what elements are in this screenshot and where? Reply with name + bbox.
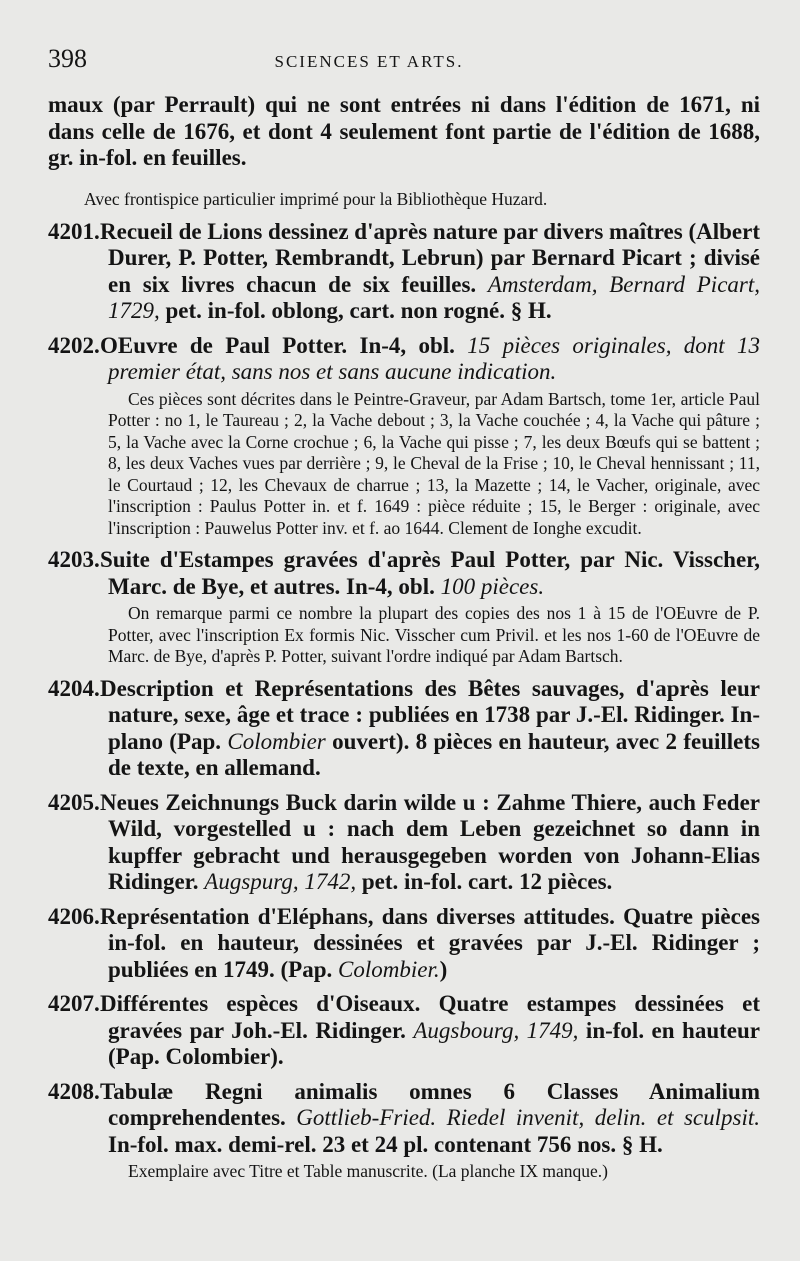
page-number: 398 (48, 44, 87, 73)
entry-title: Suite d'Estampes gravées d'après Paul Potter, par Nic. Visscher, Marc. de Bye, et autres. In-4, obl. (100, 547, 760, 599)
entry-text (48, 904, 760, 984)
entry-format: pet. in-fol. oblong, cart. non rogné. § H. (159, 298, 552, 323)
entry-note: On remarque parmi ce nombre la plupart des copies des nos 1 à 15 de l'OEuvre de P. Potter, avec l'inscription Ex formis Nic. Visscher cum Privil. et les nos 1-60 de l'OEuvre de Marc. de Bye, d'après P. Potter, suivant l'ordre indiqué par Adam Bartsch. (108, 603, 760, 666)
catalog-entry (48, 991, 760, 1071)
entry-text (48, 547, 760, 600)
entry-imprint: Gottlieb-Fried. Riedel invenit, delin. et sculpsit. (296, 1105, 761, 1130)
catalog-entry (48, 904, 760, 984)
catalog-entry (48, 333, 760, 540)
catalog-entry (48, 790, 760, 896)
running-head: SCIENCES ET ARTS. (274, 52, 464, 71)
entry-imprint: Colombier. (338, 956, 440, 982)
entry-title: Recueil de Lions dessinez d'après nature par divers maîtres (Albert Durer, P. Potter, Rembrandt, Lebrun) par Bernard Picart ; divisé en six livres chacun de six feuilles. (100, 218, 760, 297)
entry-number: 4208. (48, 1078, 100, 1104)
entry-text (48, 790, 760, 896)
entry-format: ) (439, 956, 448, 982)
entry-text (48, 991, 760, 1071)
entry-imprint: 100 pièces. (440, 573, 545, 599)
entry-note: Exemplaire avec Titre et Table manuscrite. (La planche IX manque.) (128, 1161, 609, 1181)
entry-format: pet. in-fol. cart. 12 pièces. (356, 869, 613, 894)
page-header (48, 44, 760, 92)
continued-text: maux (par Perrault) qui ne sont entrées ni dans l'édition de 1671, ni dans celle de 1676, et dont 4 seulement font partie de l'édition de 1688, gr. in-fol. en feuilles. (48, 92, 760, 170)
entry-imprint: 15 pièces originales, dont 13 premier état, sans nos et sans aucune indication. (108, 332, 761, 384)
entry-number: 4207. (48, 991, 100, 1016)
catalog-entries (48, 219, 760, 1183)
entry-text (48, 219, 760, 325)
entry-title: Représentation d'Eléphans, dans diverses attitudes. Quatre pièces in-fol. en hauteur, dessinées et gravées par J.-El. Ridinger ; publiées en 1749. (Pap. (100, 903, 760, 982)
entry-imprint: Augsbourg, 1749, (413, 1017, 579, 1043)
entry-imprint: Amsterdam, Bernard Picart, 1729, (108, 271, 760, 323)
entry-title: OEuvre de Paul Potter. In-4, obl. (100, 332, 468, 358)
entry-title: Tabulæ Regni animalis omnes 6 Classes Animalium comprehendentes. (100, 1078, 760, 1130)
entry-imprint: Augspurg, 1742, (204, 869, 357, 894)
entry-number: 4204. (48, 675, 100, 701)
entry-title: Description et Représentations des Bêtes sauvages, d'après leur nature, sexe, âge et trace : publiées en 1738 par J.-El. Ridinger. In-plano (Pap. (100, 675, 760, 754)
entry-number: 4205. (48, 789, 100, 815)
entry-imprint: Colombier (227, 728, 326, 754)
catalog-entry (48, 1079, 760, 1183)
catalog-entry (48, 676, 760, 782)
entry-text (48, 1079, 760, 1159)
entry-number: 4201. (48, 218, 100, 244)
entry-number: 4206. (48, 903, 100, 929)
entry-title: Neues Zeichnungs Buck darin wilde u : Zahme Thiere, auch Feder Wild, vorgestelled u : nach dem Leben gezeichnet so dann in kupffer gebracht und herausgegeben worden von Johann-Elias Ridinger. (100, 789, 760, 894)
entry-format: In-fol. max. demi-rel. 23 et 24 pl. contenant 756 nos. § H. (108, 1131, 663, 1157)
entry-format: ouvert). 8 pièces en hauteur, avec 2 feuillets de texte, en allemand. (108, 728, 760, 780)
entry-title: Différentes espèces d'Oiseaux. Quatre estampes dessinées et gravées par Joh.-El. Ridinger. (100, 991, 760, 1043)
catalog-entry (48, 547, 760, 668)
catalog-entry (48, 219, 760, 325)
entry-text (48, 333, 760, 386)
entry-format: in-fol. en hauteur (Pap. Colombier). (108, 1017, 760, 1069)
entry-number: 4203. (48, 547, 100, 572)
entry-note: Ces pièces sont décrites dans le Peintre-Graveur, par Adam Bartsch, tome 1er, article Paul Potter : no 1, le Taureau ; 2, la Vache debout ; 3, la Vache couchée ; 4, la Vache qui pâture ; 5, la Vache avec la Corne crochue ; 6, la Vache qui pisse ; 7, les deux Bœufs qui se battent ; 8, les deux Vaches vues par derrière ; 9, le Cheval de la Frise ; 10, le Cheval hennissant ; 11, le Courtaud ; 12, les Chevaux de charrue ; 13, la Mazette ; 14, le Vacher, originale, avec l'inscription : Paulus Potter in. et f. 1649 : pièce réduite ; 15, le Berger : originale, avec l'inscription : Pauwelus Potter inv. et f. ao 1644. Clement de Ionghe excudit. (108, 388, 760, 538)
entry-text (48, 676, 760, 782)
entry-number: 4202. (48, 332, 100, 358)
continued-entry (48, 92, 760, 211)
continued-note: Avec frontispice particulier imprimé pour la Bibliothèque Huzard. (84, 189, 548, 209)
